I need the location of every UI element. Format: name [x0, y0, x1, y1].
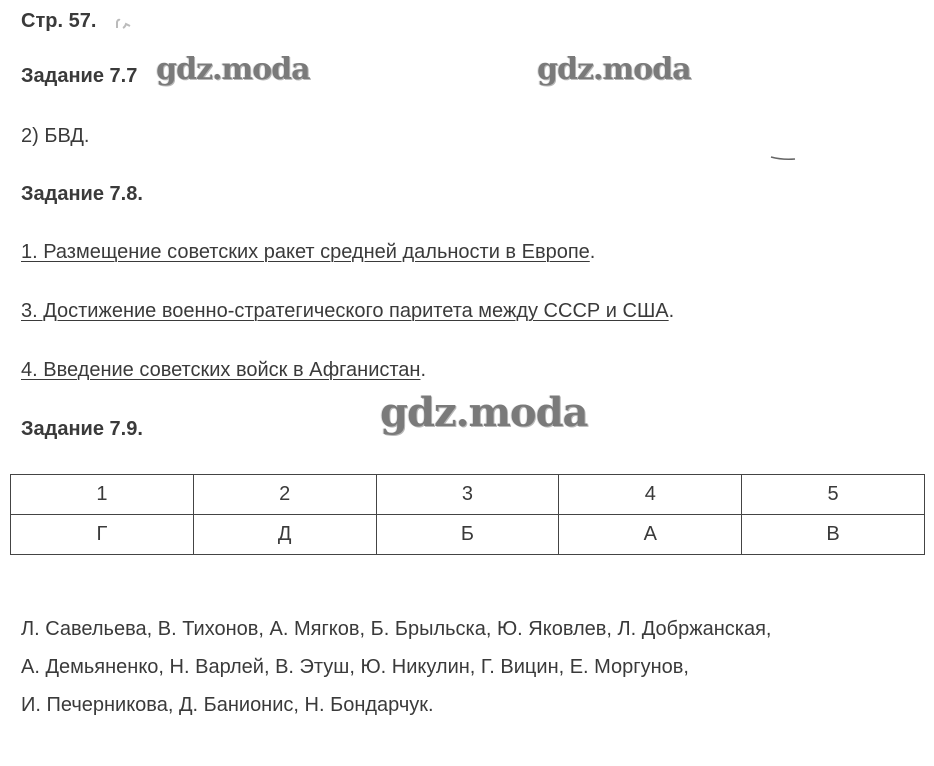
answer-table: [10, 474, 925, 555]
table-cell: 4: [559, 475, 742, 515]
page-heading: Стр. 57.: [21, 10, 97, 32]
table-cell: 1: [11, 475, 194, 515]
task-7-7-answer: 2) БВД.: [21, 125, 90, 147]
table-cell: Б: [376, 515, 559, 555]
table-cell: В: [742, 515, 925, 555]
table-cell: Д: [193, 515, 376, 555]
table-cell: Г: [11, 515, 194, 555]
actors-line-1: Л. Савельева, В. Тихонов, А. Мягков, Б. Брыльска, Ю. Яковлев, Л. Добржанская,: [21, 618, 772, 640]
table-cell: 2: [193, 475, 376, 515]
actors-line-2: А. Демьяненко, Н. Варлей, В. Этуш, Ю. Никулин, Г. Вицин, Е. Моргунов,: [21, 656, 689, 678]
table-row-numbers: [11, 475, 925, 515]
table-cell: 3: [376, 475, 559, 515]
task-7-8-item-3: 3. Достижение военно-стратегического паритета между СССР и США.: [21, 300, 675, 322]
task-7-8-item-1: 1. Размещение советских ракет средней дальности в Европе.: [21, 241, 596, 263]
task-7-7-title: Задание 7.7: [21, 65, 138, 87]
table-cell: А: [559, 515, 742, 555]
task-7-9-title: Задание 7.9.: [21, 418, 143, 440]
watermark: gdz.moda: [156, 52, 310, 87]
watermark: gdz.moda: [380, 389, 588, 436]
table-cell: 5: [742, 475, 925, 515]
watermark: gdz.moda: [537, 52, 691, 87]
scan-artifact: [114, 16, 134, 30]
table-row-answers: [11, 515, 925, 555]
task-7-8-item-4: 4. Введение советских войск в Афганистан.: [21, 359, 427, 381]
task-7-8-title: Задание 7.8.: [21, 183, 143, 205]
actors-line-3: И. Печерникова, Д. Банионис, Н. Бондарчук.: [21, 694, 434, 716]
scan-artifact: [770, 154, 796, 162]
